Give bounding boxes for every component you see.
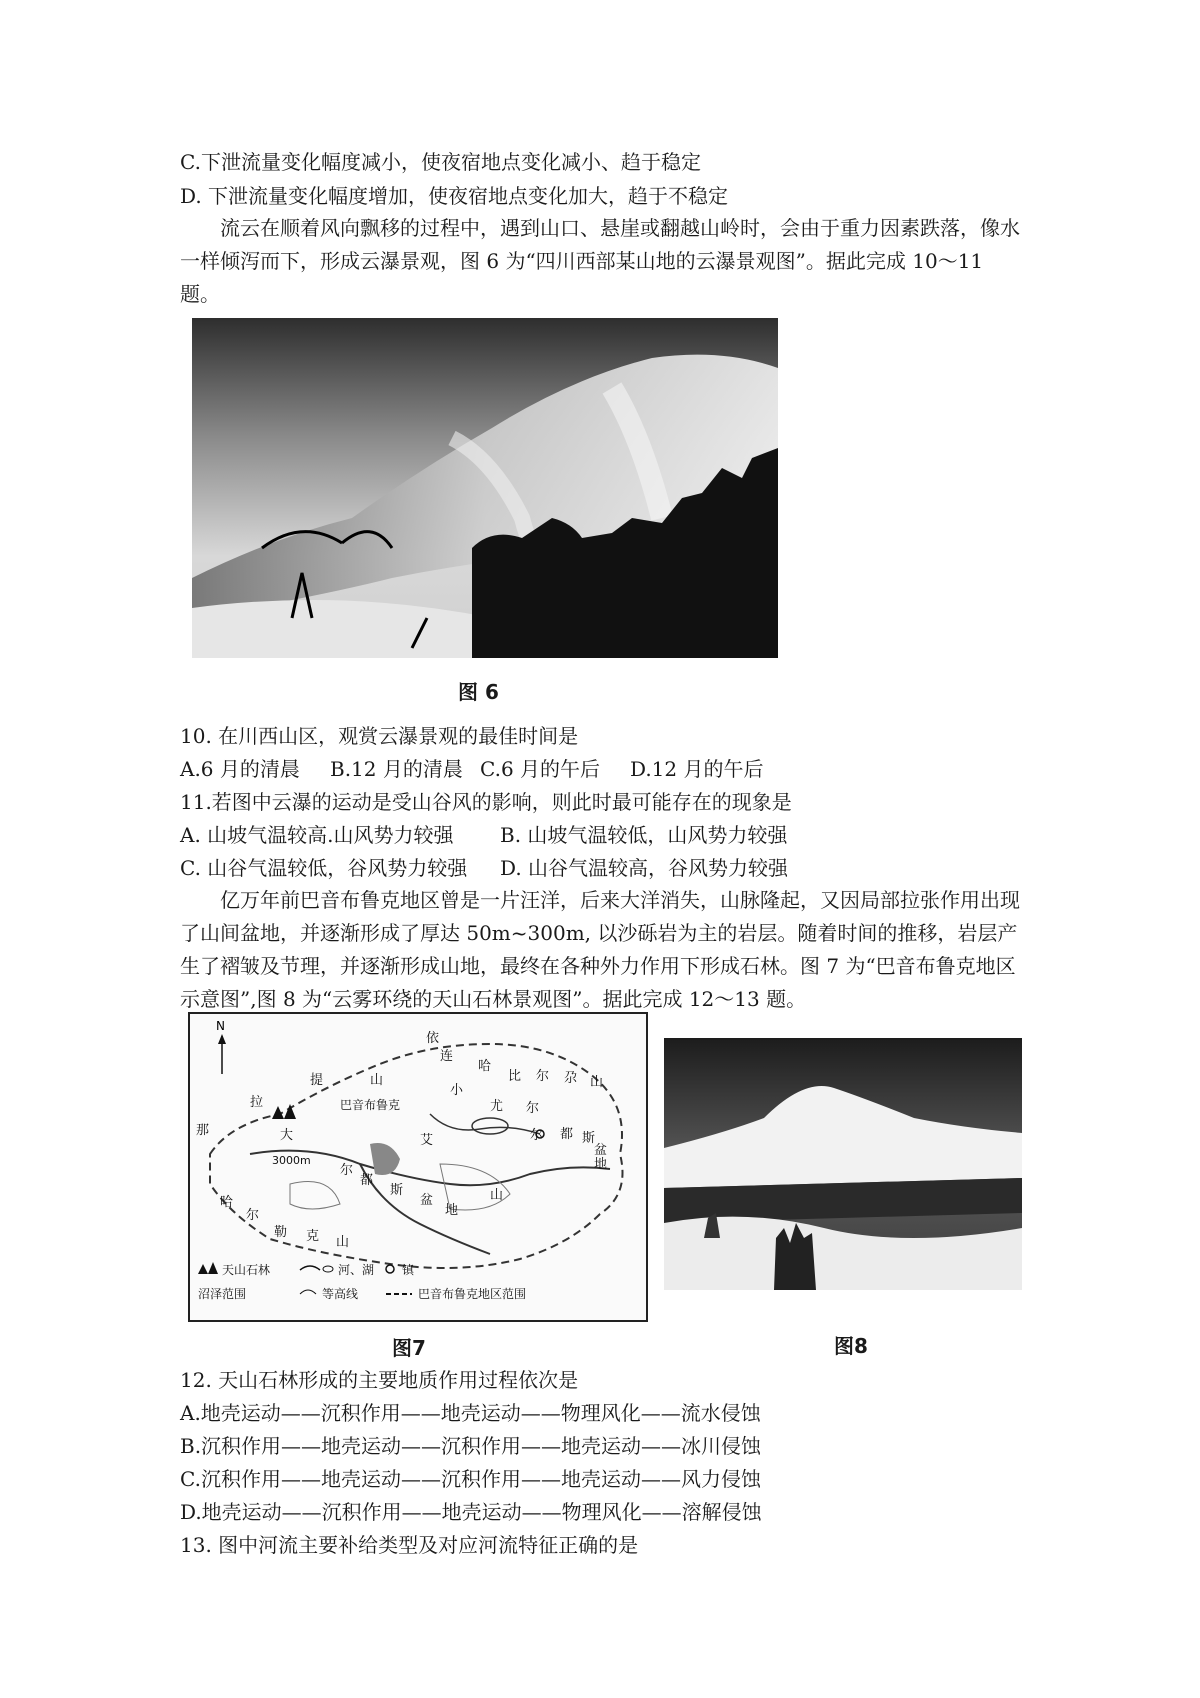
q13-stem: 13. 图中河流主要补给类型及对应河流特征正确的是 (180, 1533, 639, 1557)
q11-stem: 11.若图中云瀑的运动是受山谷风的影响，则此时最可能存在的现象是 (180, 790, 792, 814)
q12-option-c: C.沉积作用——地壳运动——沉积作用——地壳运动——风力侵蚀 (180, 1467, 761, 1491)
map-label: 小 (450, 1083, 464, 1098)
map-label: 山 (336, 1235, 350, 1250)
map-label: 尔 (536, 1069, 550, 1084)
q11-option-b: B. 山坡气温较低，山风势力较强 (500, 823, 788, 847)
q11-option-a: A. 山坡气温较高.山风势力较强 (180, 823, 454, 847)
q9-option-c: C.下泄流量变化幅度减小，使夜宿地点变化减小、趋于稳定 (180, 150, 701, 174)
map-label: 斯 (390, 1183, 404, 1198)
map-label: 盆 (420, 1193, 434, 1208)
legend-river-lake: 河、湖 (338, 1263, 375, 1277)
map-label: 比 (508, 1069, 522, 1084)
q10-options (180, 753, 764, 785)
map-label: 山 (590, 1075, 604, 1090)
legend-contour: 等高线 (322, 1287, 359, 1301)
legend-marsh: 沼泽范围 (198, 1287, 247, 1301)
map-label: 大 (280, 1128, 294, 1143)
q11-option-c: C. 山谷气温较低，谷风势力较强 (180, 856, 468, 880)
map-label: 依 (426, 1031, 440, 1046)
figure-6-cloud-waterfall-photo (192, 318, 778, 658)
figure-8-stone-forest-photo (664, 1038, 1022, 1290)
map-label: 勒 (274, 1225, 288, 1240)
q11-option-d: D. 山谷气温较高，谷风势力较强 (500, 856, 789, 880)
q12-option-a: A.地壳运动——沉积作用——地壳运动——物理风化——流水侵蚀 (180, 1401, 761, 1425)
passage-cloud-waterfall: 流云在顺着风向飘移的过程中，遇到山口、悬崖或翻越山岭时，会由于重力因素跌落，像水一样倾泻而下，形成云瀑景观，图 6 为“四川西部某山地的云瀑景观图”。据此完成 10～11 题。 (180, 216, 1020, 306)
map-label: 提 (310, 1073, 324, 1088)
legend-stone-forest: 天山石林 (222, 1263, 271, 1277)
figure-6-caption: 图 6 (458, 680, 499, 704)
q11-options-ab (180, 819, 787, 851)
legend-boundary: 巴音布鲁克地区范围 (418, 1287, 527, 1301)
map-label: 哈 (478, 1059, 492, 1074)
map-north-label: N (216, 1019, 225, 1033)
map-label: 克 (306, 1229, 320, 1244)
q10-option-c: C.6 月的午后 (480, 757, 601, 781)
map-label: 都 (560, 1127, 574, 1142)
q10-option-b: B.12 月的清晨 (330, 757, 463, 781)
figure-7-caption: 图7 (392, 1336, 426, 1360)
q12-option-d: D.地壳运动——沉积作用——地壳运动——物理风化——溶解侵蚀 (180, 1500, 762, 1524)
map-label: 巴音布鲁克 (340, 1098, 401, 1112)
map-label: 尤 (490, 1099, 504, 1114)
map-label: 地 (445, 1203, 459, 1218)
map-label: 哈 (220, 1195, 234, 1210)
map-label: 都 (360, 1173, 374, 1188)
map-label: 3000m (272, 1154, 311, 1167)
figure-8-caption: 图8 (834, 1334, 868, 1358)
q12-option-b: B.沉积作用——地壳运动——沉积作用——地壳运动——冰川侵蚀 (180, 1434, 762, 1458)
q9-option-d: D. 下泄流量变化幅度增加，使夜宿地点变化加大，趋于不稳定 (180, 184, 729, 208)
passage-stone-forest: 亿万年前巴音布鲁克地区曾是一片汪洋，后来大洋消失，山脉隆起，又因局部拉张作用出现了山间盆地，并逐渐形成了厚达 50m~300m, 以沙砾岩为主的岩层。随着时间的推移，岩层产生了褶皱及节理，并逐渐形成山地，最终在各种外力作用下形成石林。图 7 为“巴音布鲁克地区示意图”,图 8 为“云雾环绕的天山石林景观图”。据此完成 12～13 题。 (180, 888, 1020, 1011)
map-label: 尔 (526, 1101, 540, 1116)
map-label: 地 (594, 1157, 608, 1172)
map-label: 连 (440, 1049, 454, 1064)
map-label: 艾 (420, 1133, 434, 1148)
q12-stem: 12. 天山石林形成的主要地质作用过程依次是 (180, 1368, 579, 1392)
map-label: 尔 (530, 1128, 544, 1143)
map-label: 山 (370, 1073, 384, 1088)
map-label: 盆 (594, 1143, 608, 1158)
q11-options-cd (180, 852, 788, 884)
map-label: 拉 (250, 1095, 264, 1110)
q10-option-a: A.6 月的清晨 (180, 757, 300, 781)
map-label: 山 (490, 1188, 504, 1203)
map-label: 尔 (246, 1208, 260, 1223)
map-label: 尕 (564, 1071, 578, 1086)
map-label: 那 (196, 1123, 210, 1138)
map-label: 尔 (340, 1163, 354, 1178)
legend-town: 镇 (402, 1263, 415, 1277)
q10-option-d: D.12 月的午后 (630, 757, 764, 781)
map-label: 斯 (582, 1131, 596, 1146)
q10-stem: 10. 在川西山区，观赏云瀑景观的最佳时间是 (180, 724, 579, 748)
figure-7-bayanbulak-map (188, 1012, 648, 1322)
